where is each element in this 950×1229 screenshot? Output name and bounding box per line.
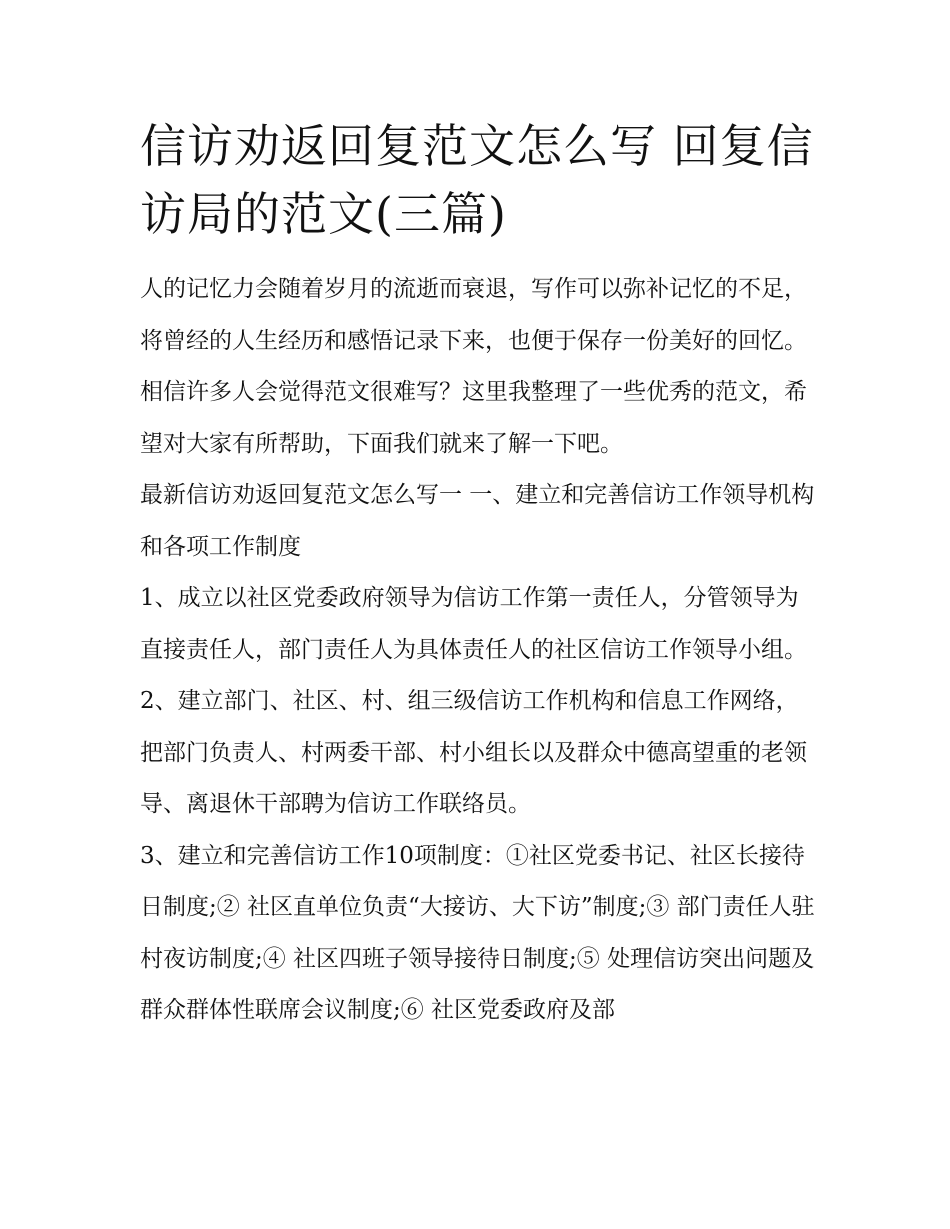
intro-paragraph: 人的记忆力会随着岁月的流逝而衰退，写作可以弥补记忆的不足，将曾经的人生经历和感悟记录下来，也便于保存一份美好的回忆。相信许多人会觉得范文很难写？这里我整理了一些优秀的范文，希望对大家有所帮助，下面我们就来了解一下吧。 xyxy=(140,276,807,457)
list-item-3: 3、建立和完善信访工作10项制度：①社区党委书记、社区长接待日制度;② 社区直单位负责“大接访、大下访”制度;③ 部门责任人驻村夜访制度;④ 社区四班子领导接待日制度;⑤ 处理信访突出问题及群众群体性联席会议制度;⑥ 社区党委政府及部 xyxy=(140,842,815,1023)
list-item-2: 2、建立部门、社区、村、组三级信访工作机构和信息工作网络，把部门负责人、村两委干部、村小组长以及群众中德高望重的老领导、离退休干部聘为信访工作联络员。 xyxy=(140,688,807,817)
document-body xyxy=(140,112,820,1037)
list-item-1: 1、成立以社区党委政府领导为信访工作第一责任人，分管领导为直接责任人，部门责任人为具体责任人的社区信访工作领导小组。 xyxy=(140,585,807,663)
document-title: 信访劝返回复范文怎么写 回复信访局的范文(三篇) xyxy=(140,119,814,241)
section-heading-paragraph: 最新信访劝返回复范文怎么写一 一、建立和完善信访工作领导机构和各项工作制度 xyxy=(140,482,815,560)
